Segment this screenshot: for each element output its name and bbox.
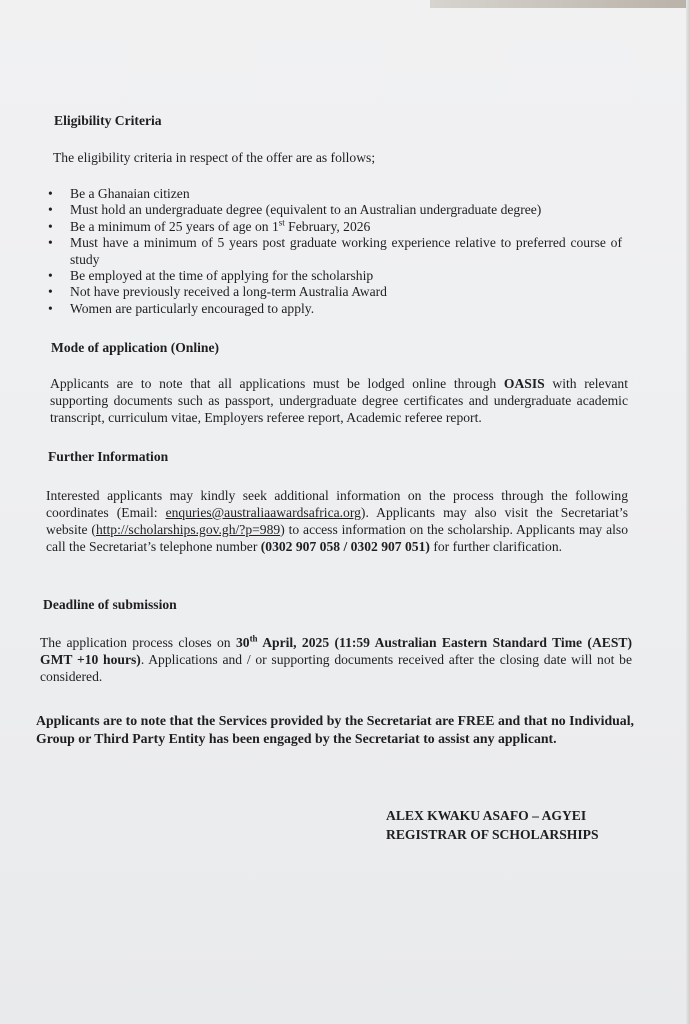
list-item: • Must have a minimum of 5 years post graduate working experience relative to preferred course of study: [48, 235, 628, 268]
mode-heading: Mode of application (Online): [51, 340, 220, 355]
website-link[interactable]: http://scholarships.gov.gh/?p=989: [95, 522, 281, 537]
oasis-label: OASIS: [503, 376, 545, 391]
list-item: • Be a minimum of 25 years of age on 1st February, 2026: [48, 219, 628, 235]
list-item: • Must hold an undergraduate degree (equivalent to an Australian undergraduate degree): [48, 202, 628, 218]
list-item: • Not have previously received a long-term Australia Award: [48, 284, 628, 300]
phone-numbers: (0302 907 058 / 0302 907 051): [260, 539, 430, 554]
deadline-date: 30th April, 2025 (11:59 Australian Eastern Standard Time (AEST) GMT +10 hours): [40, 633, 632, 667]
deadline-heading: Deadline of submission: [43, 597, 177, 612]
deadline-paragraph: The application process closes on 30th April, 2025 (11:59 Australian Eastern Standard Time (AEST) GMT +10 hours). Applications and / or supporting documents received after the closing date will not be considered.: [40, 633, 633, 684]
list-item: • Be a Ghanaian citizen: [48, 186, 628, 202]
mode-paragraph: Applicants are to note that all applications must be lodged online through OASIS with relevant supporting documents such as passport, undergraduate degree certificates and undergraduate academic transcript, curriculum vitae, Employers referee report, Academic referee report.: [50, 376, 628, 425]
signatory-title: REGISTRAR OF SCHOLARSHIPS: [386, 827, 599, 842]
signature-block: [386, 806, 599, 844]
eligibility-list: [48, 186, 628, 317]
further-heading: Further Information: [48, 449, 169, 464]
list-item: • Women are particularly encouraged to apply.: [48, 301, 628, 317]
signatory-name: ALEX KWAKU ASAFO – AGYEI: [386, 808, 587, 823]
eligibility-intro: The eligibility criteria in respect of the offer are as follows;: [53, 150, 376, 165]
email-link[interactable]: enquries@australiaawardsafrica.org: [165, 505, 361, 520]
list-item: • Be employed at the time of applying for the scholarship: [48, 268, 628, 284]
page-edge-right: [686, 0, 690, 1024]
page-edge-shadow: [430, 0, 690, 8]
free-services-notice: Applicants are to note that the Services provided by the Secretariat are FREE and that no Individual, Group or Third Party Entity has been engaged by the Secretariat to assist any applicant.: [36, 713, 634, 746]
eligibility-heading: Eligibility Criteria: [54, 113, 162, 128]
further-paragraph: Interested applicants may kindly seek additional information on the process through the following coordinates (Email: enquries@australiaawardsafrica.org). Applicants may also visit the Secretariat’s website (http://scholarships.gov.gh/?p=989) to access information on the scholarship. Applicants may also call the Secretariat’s telephone number (0302 907 058 / 0302 907 051) for further clarification.: [46, 488, 629, 554]
